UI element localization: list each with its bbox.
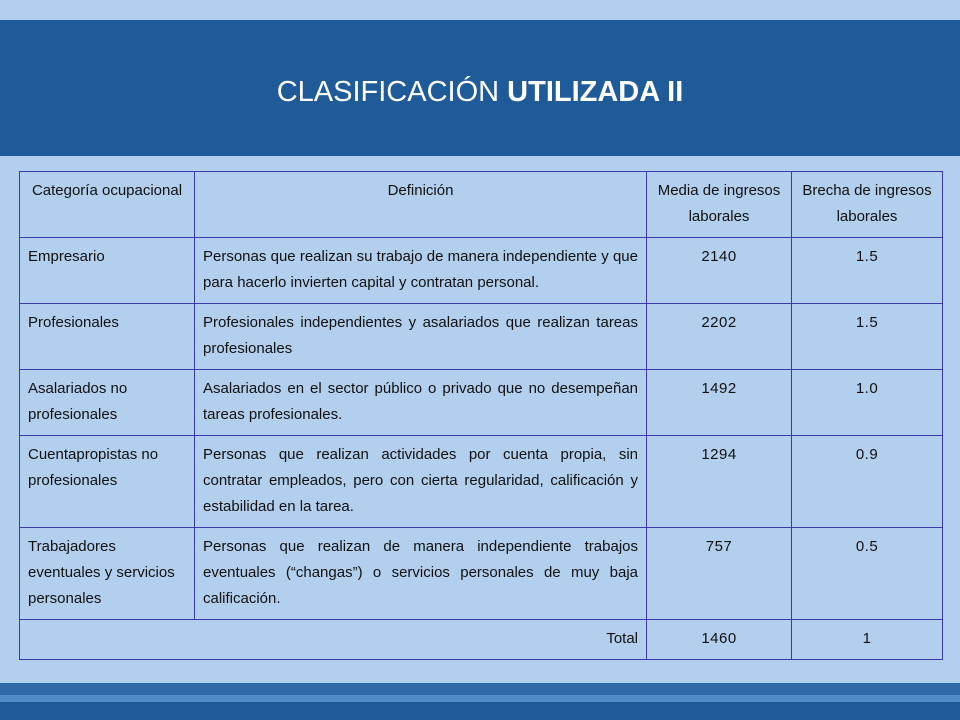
cell-income-gap: 1.5: [792, 304, 943, 370]
classification-table: [19, 171, 943, 660]
cell-definition: Profesionales independientes y asalariados que realizan tareas profesionales: [195, 304, 647, 370]
cell-mean-income: 2140: [647, 238, 792, 304]
cell-income-gap: 1.0: [792, 370, 943, 436]
cell-mean-income: 2202: [647, 304, 792, 370]
footer-stripe-light: [0, 695, 960, 702]
cell-category: Empresario: [20, 238, 195, 304]
header-category: Categoría ocupacional: [20, 172, 195, 238]
cell-income-gap: 1.5: [792, 238, 943, 304]
cell-category: Trabajadores eventuales y servicios personales: [20, 528, 195, 620]
table-row: [20, 528, 943, 620]
table-row: [20, 304, 943, 370]
table-header-row: [20, 172, 943, 238]
cell-definition: Personas que realizan su trabajo de manera independiente y que para hacerlo invierten capital y contratan personal.: [195, 238, 647, 304]
cell-mean-income: 1294: [647, 436, 792, 528]
cell-category: Profesionales: [20, 304, 195, 370]
table-row: [20, 238, 943, 304]
slide-title: [0, 72, 960, 112]
footer-band: [0, 702, 960, 720]
slide-title-bold: UTILIZADA II: [507, 76, 684, 108]
footer-stripe: [0, 683, 960, 695]
table-total-row: [20, 620, 943, 660]
cell-income-gap: 0.9: [792, 436, 943, 528]
cell-mean-income: 757: [647, 528, 792, 620]
header-income-gap: Brecha de ingresos laborales: [792, 172, 943, 238]
cell-definition: Personas que realizan de manera independiente trabajos eventuales (“changas”) o servicios personales de muy baja calificación.: [195, 528, 647, 620]
total-income-gap: 1: [792, 620, 943, 660]
slide-title-regular: CLASIFICACIÓN: [276, 76, 508, 108]
total-label: Total: [20, 620, 647, 660]
total-mean-income: 1460: [647, 620, 792, 660]
table-row: [20, 436, 943, 528]
cell-category: Cuentapropistas no profesionales: [20, 436, 195, 528]
cell-income-gap: 0.5: [792, 528, 943, 620]
header-mean-income: Media de ingresos laborales: [647, 172, 792, 238]
cell-definition: Personas que realizan actividades por cuenta propia, sin contratar empleados, pero con cierta regularidad, calificación y estabilidad en la tarea.: [195, 436, 647, 528]
header-definition: Definición: [195, 172, 647, 238]
cell-mean-income: 1492: [647, 370, 792, 436]
table-row: [20, 370, 943, 436]
cell-definition: Asalariados en el sector público o privado que no desempeñan tareas profesionales.: [195, 370, 647, 436]
cell-category: Asalariados no profesionales: [20, 370, 195, 436]
